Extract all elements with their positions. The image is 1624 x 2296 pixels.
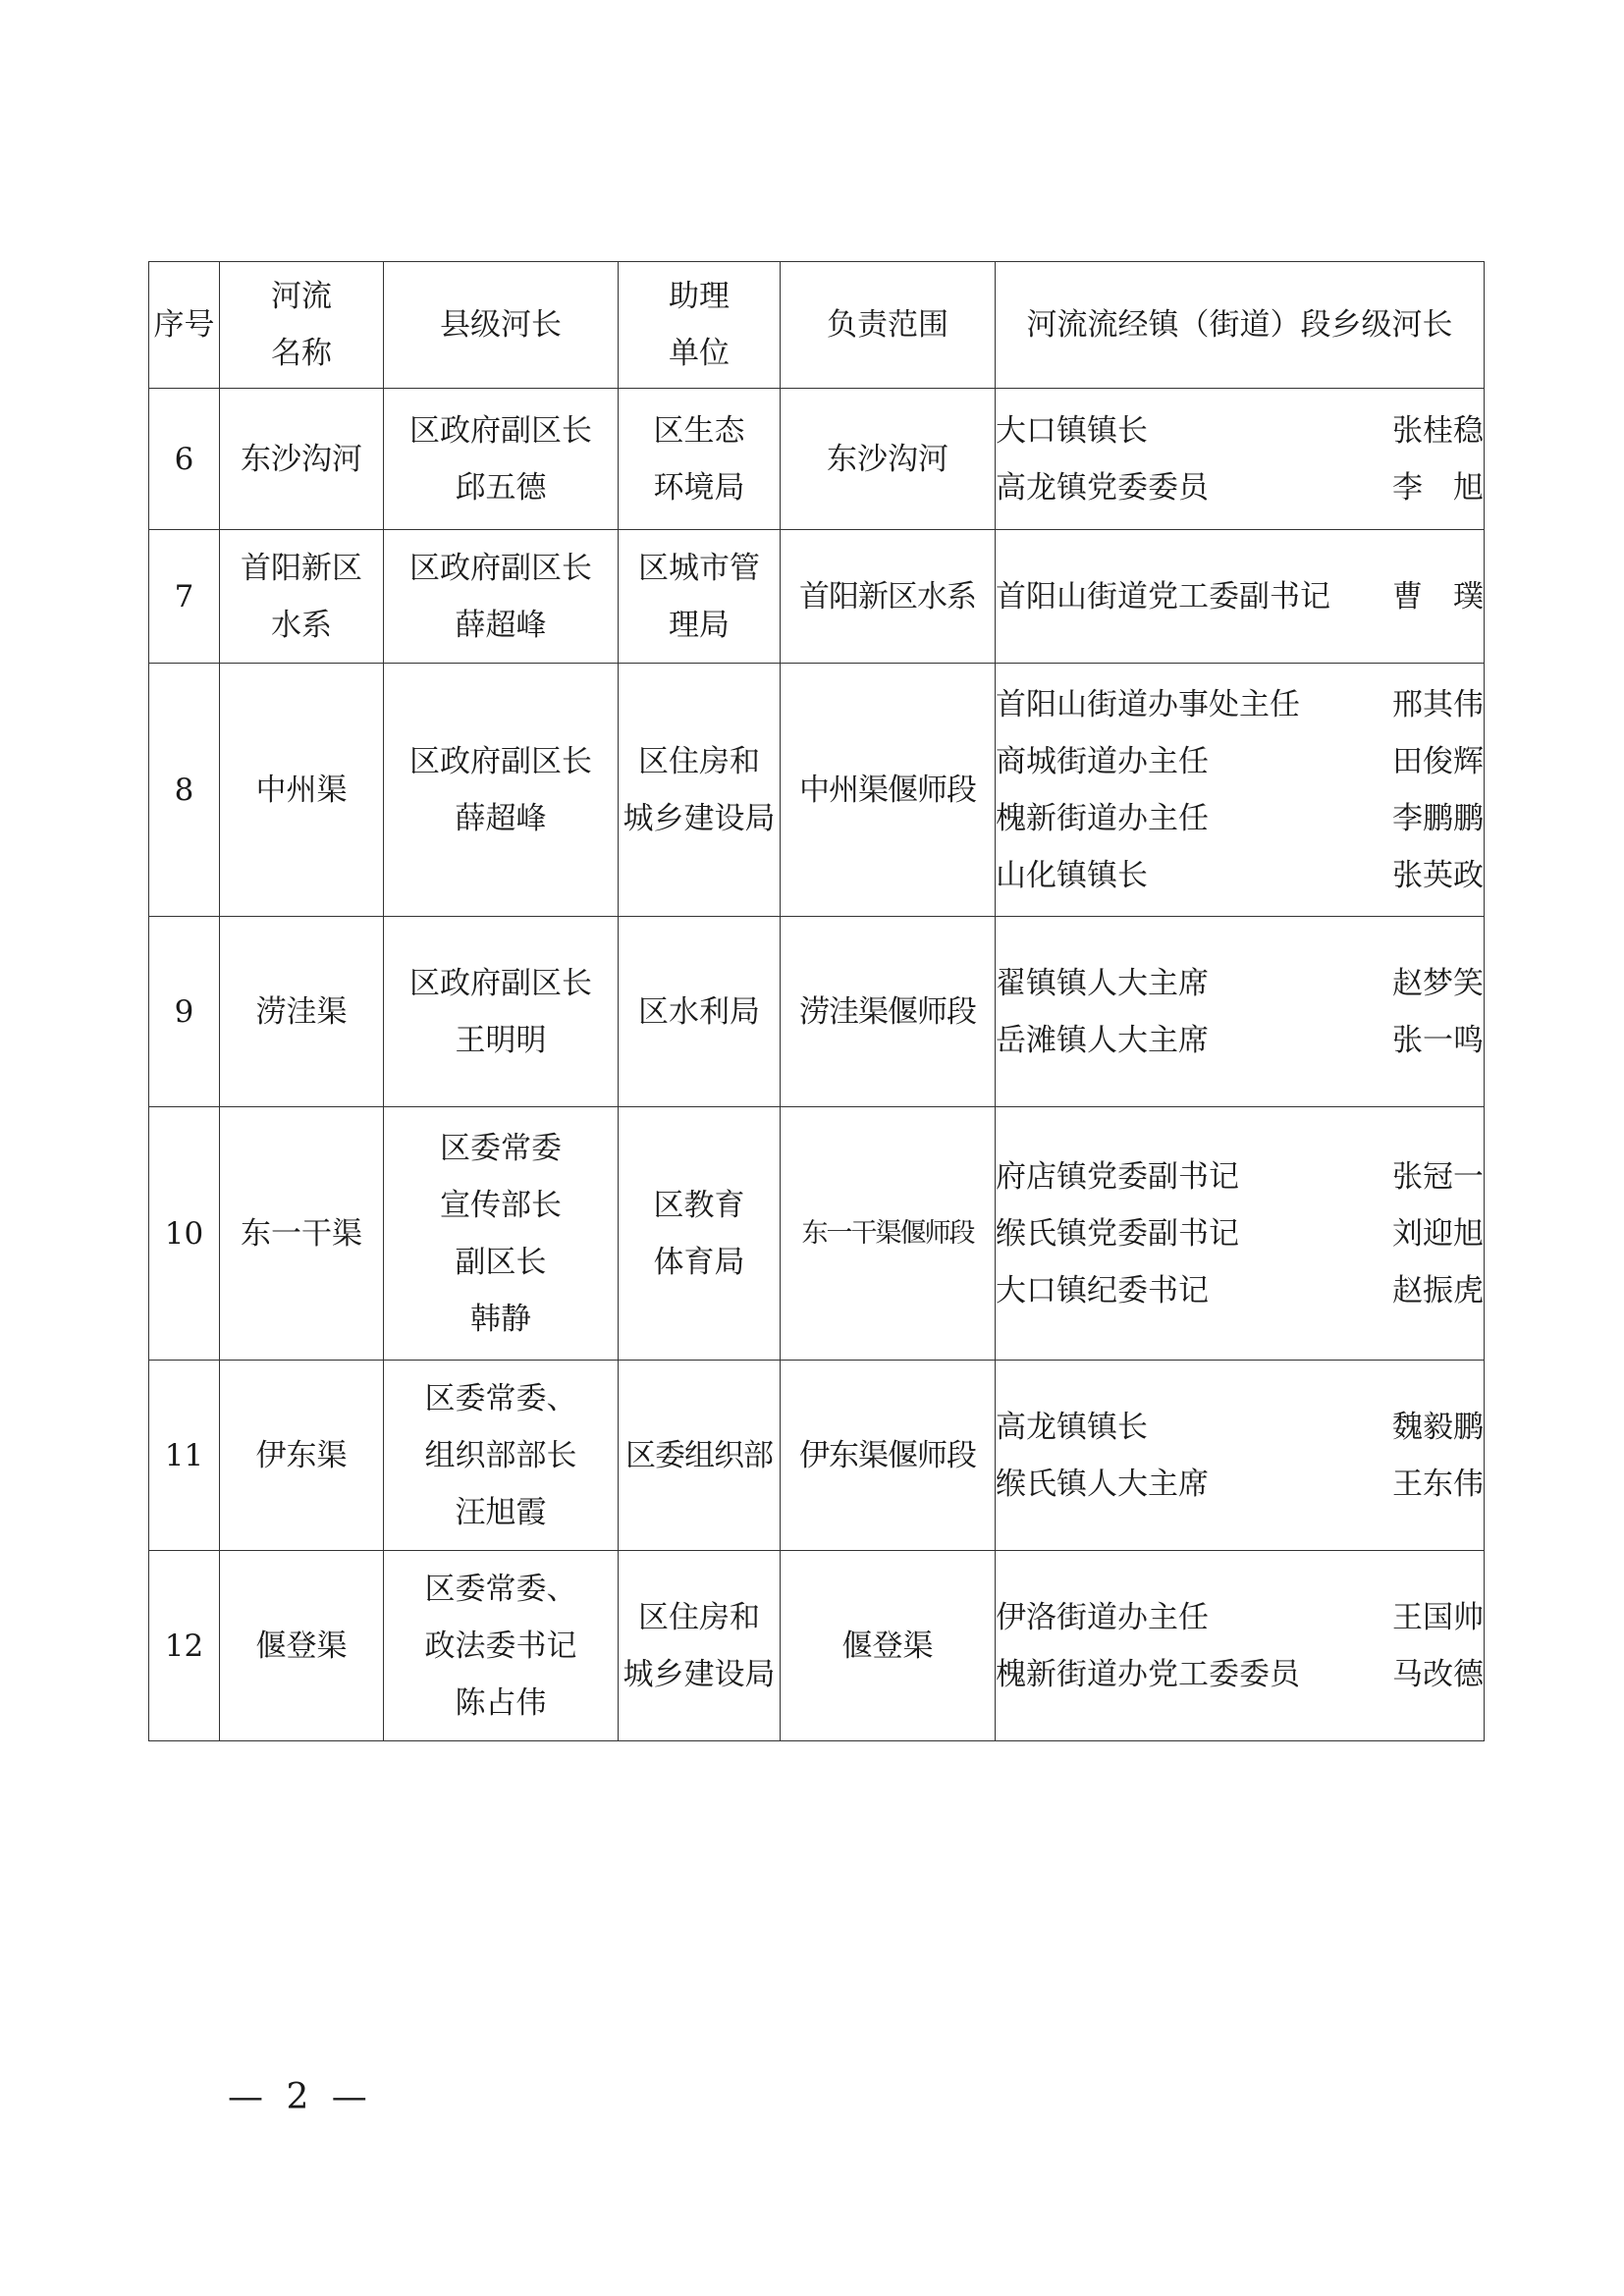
cell-chief-line: 王明明 [455, 1022, 547, 1058]
cell-seq: 12 [149, 1551, 220, 1741]
town-position: 高龙镇党委委员 [996, 469, 1209, 506]
town-chief-name: 李鹏鹏 [1392, 800, 1484, 836]
cell-chief-line: 区委常委 [440, 1130, 562, 1166]
town-chief-name: 张英政 [1392, 857, 1484, 893]
cell-scope: 涝洼渠偃师段 [781, 917, 996, 1107]
cell-chief-line: 薛超峰 [455, 800, 547, 836]
cell-river [220, 530, 384, 664]
cell-unit-line: 城乡建设局 [623, 800, 776, 836]
town-chief-name: 张一鸣 [1392, 1022, 1484, 1058]
cell-chief-line: 区政府副区长 [409, 965, 592, 1001]
town-chief-line [996, 955, 1484, 1012]
town-position: 翟镇镇人大主席 [996, 965, 1209, 1001]
town-chief-line [996, 790, 1484, 847]
cell-river-line: 偃登渠 [255, 1628, 348, 1664]
town-position: 大口镇纪委书记 [996, 1272, 1209, 1308]
town-chief-name: 刘迎旭 [1392, 1215, 1484, 1252]
town-chief-name: 邢其伟 [1392, 686, 1484, 722]
town-chief-line [996, 459, 1484, 516]
cell-river-line: 中州渠 [255, 772, 348, 808]
cell-towns [996, 1551, 1485, 1741]
header-scope: 负责范围 [781, 262, 996, 389]
town-chief-name: 赵梦笑 [1392, 965, 1484, 1001]
table-row [149, 389, 1485, 530]
river-chief-table [148, 261, 1485, 1741]
town-chief-name: 曹 璞 [1392, 578, 1484, 614]
cell-river [220, 664, 384, 917]
cell-unit-line: 区水利局 [638, 993, 760, 1030]
header-river-name-line: 河流 [271, 279, 332, 314]
town-chief-name: 魏毅鹏 [1392, 1409, 1484, 1445]
town-chief-line [996, 568, 1484, 625]
town-chief-name: 张桂稳 [1392, 412, 1484, 449]
cell-chief-line: 政法委书记 [424, 1628, 577, 1664]
cell-scope: 东一干渠偃师段 [781, 1107, 996, 1361]
town-position: 槐新街道办主任 [996, 800, 1209, 836]
header-river-name-line: 名称 [271, 336, 332, 371]
header-assist-unit-line: 助理 [669, 279, 730, 314]
town-chief-name: 王国帅 [1392, 1599, 1484, 1635]
table-header-row [149, 262, 1485, 389]
cell-towns [996, 664, 1485, 917]
cell-seq: 8 [149, 664, 220, 917]
cell-river [220, 1551, 384, 1741]
cell-seq: 9 [149, 917, 220, 1107]
cell-chief-line: 区政府副区长 [409, 743, 592, 779]
cell-chief [384, 530, 619, 664]
cell-unit [619, 664, 781, 917]
cell-chief-line: 区政府副区长 [409, 550, 592, 586]
cell-unit-line: 区委组织部 [625, 1437, 773, 1473]
cell-chief-line: 组织部部长 [424, 1437, 577, 1473]
cell-unit-line: 体育局 [653, 1244, 745, 1280]
cell-river-line: 水系 [271, 607, 332, 643]
cell-unit-line: 理局 [669, 607, 730, 643]
cell-towns [996, 917, 1485, 1107]
town-chief-line [996, 1399, 1484, 1456]
town-chief-name: 张冠一 [1392, 1158, 1484, 1195]
cell-chief-line: 韩静 [470, 1301, 531, 1337]
cell-unit-line: 环境局 [653, 469, 745, 506]
cell-chief-line: 区政府副区长 [409, 412, 592, 449]
town-chief-name: 马改德 [1392, 1656, 1484, 1692]
cell-chief [384, 1107, 619, 1361]
town-position: 高龙镇镇长 [996, 1409, 1148, 1445]
cell-unit [619, 389, 781, 530]
cell-towns [996, 1361, 1485, 1551]
cell-unit [619, 1361, 781, 1551]
cell-river-line: 东沙沟河 [241, 441, 362, 477]
cell-chief-line: 区委常委、 [424, 1380, 577, 1416]
cell-unit [619, 1551, 781, 1741]
town-chief-name: 田俊辉 [1392, 743, 1484, 779]
cell-chief-line: 薛超峰 [455, 607, 547, 643]
cell-river [220, 389, 384, 530]
cell-chief [384, 917, 619, 1107]
cell-chief-line: 副区长 [455, 1244, 547, 1280]
town-position: 大口镇镇长 [996, 412, 1148, 449]
town-position: 伊洛街道办主任 [996, 1599, 1209, 1635]
town-chief-line [996, 847, 1484, 904]
cell-seq: 7 [149, 530, 220, 664]
cell-seq: 6 [149, 389, 220, 530]
town-position: 缑氏镇人大主席 [996, 1466, 1209, 1502]
cell-unit-line: 区生态 [653, 412, 745, 449]
cell-towns [996, 1107, 1485, 1361]
town-position: 缑氏镇党委副书记 [996, 1215, 1239, 1252]
cell-scope: 首阳新区水系 [781, 530, 996, 664]
town-chief-line [996, 733, 1484, 790]
town-position: 山化镇镇长 [996, 857, 1148, 893]
cell-river [220, 1361, 384, 1551]
town-chief-line [996, 1205, 1484, 1262]
cell-chief-line: 汪旭霞 [455, 1494, 547, 1530]
page-number: — 2 — [228, 2077, 373, 2117]
town-position: 首阳山街道办事处主任 [996, 686, 1300, 722]
town-chief-line [996, 1589, 1484, 1646]
cell-scope: 偃登渠 [781, 1551, 996, 1741]
cell-chief-line: 区委常委、 [424, 1571, 577, 1607]
table-row [149, 1107, 1485, 1361]
town-chief-line [996, 676, 1484, 733]
cell-chief-line: 陈占伟 [455, 1684, 547, 1721]
cell-unit-line: 区住房和 [638, 743, 760, 779]
cell-river-line: 涝洼渠 [255, 993, 348, 1030]
cell-towns [996, 389, 1485, 530]
town-position: 府店镇党委副书记 [996, 1158, 1239, 1195]
town-position: 岳滩镇人大主席 [996, 1022, 1209, 1058]
cell-unit [619, 1107, 781, 1361]
header-assist-unit-line: 单位 [669, 336, 730, 371]
town-chief-line [996, 402, 1484, 459]
cell-river [220, 917, 384, 1107]
cell-river [220, 1107, 384, 1361]
cell-chief [384, 1551, 619, 1741]
town-chief-line [996, 1262, 1484, 1319]
cell-scope: 中州渠偃师段 [781, 664, 996, 917]
town-position: 商城街道办主任 [996, 743, 1209, 779]
town-chief-name: 李 旭 [1392, 469, 1484, 506]
header-county-chief: 县级河长 [384, 262, 619, 389]
cell-unit [619, 530, 781, 664]
town-chief-line [996, 1148, 1484, 1205]
cell-towns [996, 530, 1485, 664]
cell-unit-line: 区城市管 [638, 550, 760, 586]
town-position: 首阳山街道党工委副书记 [996, 578, 1330, 614]
cell-chief [384, 664, 619, 917]
table-row [149, 1551, 1485, 1741]
header-seq: 序号 [149, 262, 220, 389]
cell-river-line: 首阳新区 [241, 550, 362, 586]
town-chief-line [996, 1646, 1484, 1703]
cell-chief [384, 389, 619, 530]
cell-seq: 11 [149, 1361, 220, 1551]
cell-seq: 10 [149, 1107, 220, 1361]
header-town-chiefs: 河流流经镇（街道）段乡级河长 [996, 262, 1485, 389]
town-chief-line [996, 1012, 1484, 1069]
town-chief-name: 赵振虎 [1392, 1272, 1484, 1308]
cell-chief [384, 1361, 619, 1551]
town-chief-line [996, 1456, 1484, 1513]
town-position: 槐新街道办党工委委员 [996, 1656, 1300, 1692]
cell-river-line: 东一干渠 [241, 1215, 362, 1252]
table-row [149, 530, 1485, 664]
cell-unit-line: 区教育 [653, 1187, 745, 1223]
table-row [149, 1361, 1485, 1551]
header-assist-unit [619, 262, 781, 389]
table-row [149, 917, 1485, 1107]
cell-chief-line: 宣传部长 [440, 1187, 562, 1223]
table-row [149, 664, 1485, 917]
town-chief-name: 王东伟 [1392, 1466, 1484, 1502]
cell-scope: 伊东渠偃师段 [781, 1361, 996, 1551]
cell-unit-line: 城乡建设局 [623, 1656, 776, 1692]
cell-unit [619, 917, 781, 1107]
header-river-name [220, 262, 384, 389]
cell-river-line: 伊东渠 [255, 1437, 348, 1473]
cell-unit-line: 区住房和 [638, 1599, 760, 1635]
cell-chief-line: 邱五德 [455, 469, 547, 506]
cell-scope: 东沙沟河 [781, 389, 996, 530]
